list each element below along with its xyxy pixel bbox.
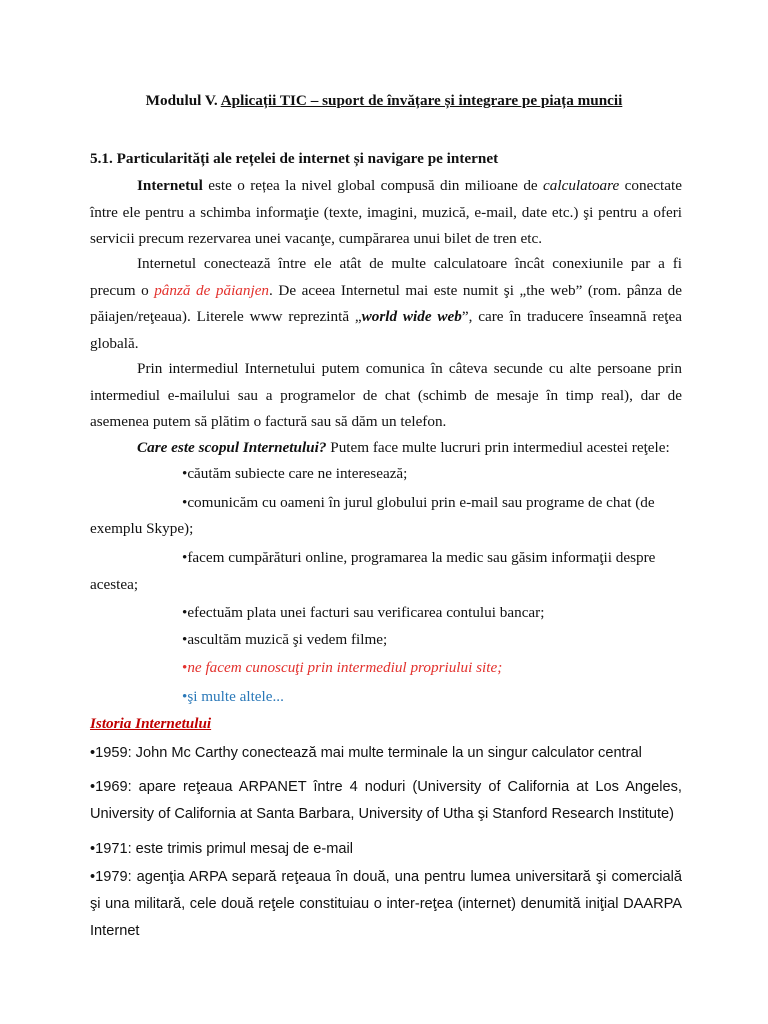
paragraph-internet-definition [90,173,682,253]
list-item: •efectuăm plata unei facturi sau verificarea contului bancar; [182,604,545,621]
p2-text-b: . De aceea Internetul mai este numit şi „the web” (rom. pânza de păiajen/reţeaua). Literele www reprezintă „ [90,281,682,325]
history-item: •1959: John Mc Carthy conectează mai multe terminale la un singur calculator central [90,745,642,761]
page-title [0,92,768,110]
module-label: Modulul V. [145,92,218,109]
list-item-continuation: exemplu Skype); [90,520,194,537]
bullet-dot: • [182,659,188,676]
purpose-text: Putem face multe lucruri prin intermediul acestei reţele: [326,439,670,456]
list-item-more: •şi multe altele... [182,688,284,705]
term-calculatoare: calculatoare [543,177,620,194]
p3-text: Prin intermediul Internetului putem comunica în câteva secunde cu alte persoane prin intermediul e-mailului sau a programelor de chat (schimb de mesaje în timp real), dar de asemenea putem să plătim o factură sau să dăm un telefon. [90,360,682,430]
history-title: Istoria Internetului [90,715,212,732]
section-heading: 5.1. Particularități ale rețelei de internet și navigare pe internet [90,150,499,167]
module-title: Aplicații TIC – suport de învățare și integrare pe piața muncii [220,92,623,109]
paragraph-purpose [90,435,682,462]
history-item: •1971: este trimis primul mesaj de e-mail [90,841,354,857]
bullet-text: ne facem cunoscuţi prin intermediul propriului site; [187,659,503,676]
history-item: •1969: apare reţeaua ARPANET între 4 noduri (University of California at Los Angeles, University of California at Santa Barbara, University of Utha şi Stanford Research Institute) [90,779,682,822]
p2-text-a: Internetul conectează între ele atât de multe calculatoare încât conexiunile par a fi precum o [90,255,682,299]
p1-text-a: este o rețea la nivel global compusă din milioane de [202,177,544,194]
paragraph-communication [90,356,682,436]
term-panza-de-paianjen: pânză de păianjen [154,281,270,299]
list-item: •ascultăm muzică şi vedem filme; [182,631,388,648]
term-internet: Internetul [137,177,203,194]
list-item: •căutăm subiecte care ne interesează; [182,465,408,482]
paragraph-web [90,251,682,357]
list-item-highlighted [182,659,502,677]
history-item: •1979: agenţia ARPA separă reţeaua în două, una pentru lumea universitară şi comercială şi una militară, cele două reţele constituiau o inter-reţea (internet) denumită iniţial DAARPA Internet [90,869,682,939]
p2-text-c: ”, care în traducere înseamnă reţea globală. [90,308,682,352]
list-item: •comunicăm cu oameni în jurul globului prin e-mail sau programe de chat (de [182,494,655,511]
list-item-continuation: acestea; [90,576,139,593]
p1-text-b: conectate între ele pentru a schimba informaţie (texte, imagini, muzică, e-mail, date etc.) şi pentru a oferi servicii precum rezervarea unei vacanţe, cumpărarea unui bilet de tren etc. [90,177,682,247]
term-world-wide-web: world wide web [361,308,462,325]
purpose-question: Care este scopul Internetului? [137,439,327,456]
list-item: •facem cumpărături online, programarea la medic sau găsim informaţii despre [182,549,656,566]
